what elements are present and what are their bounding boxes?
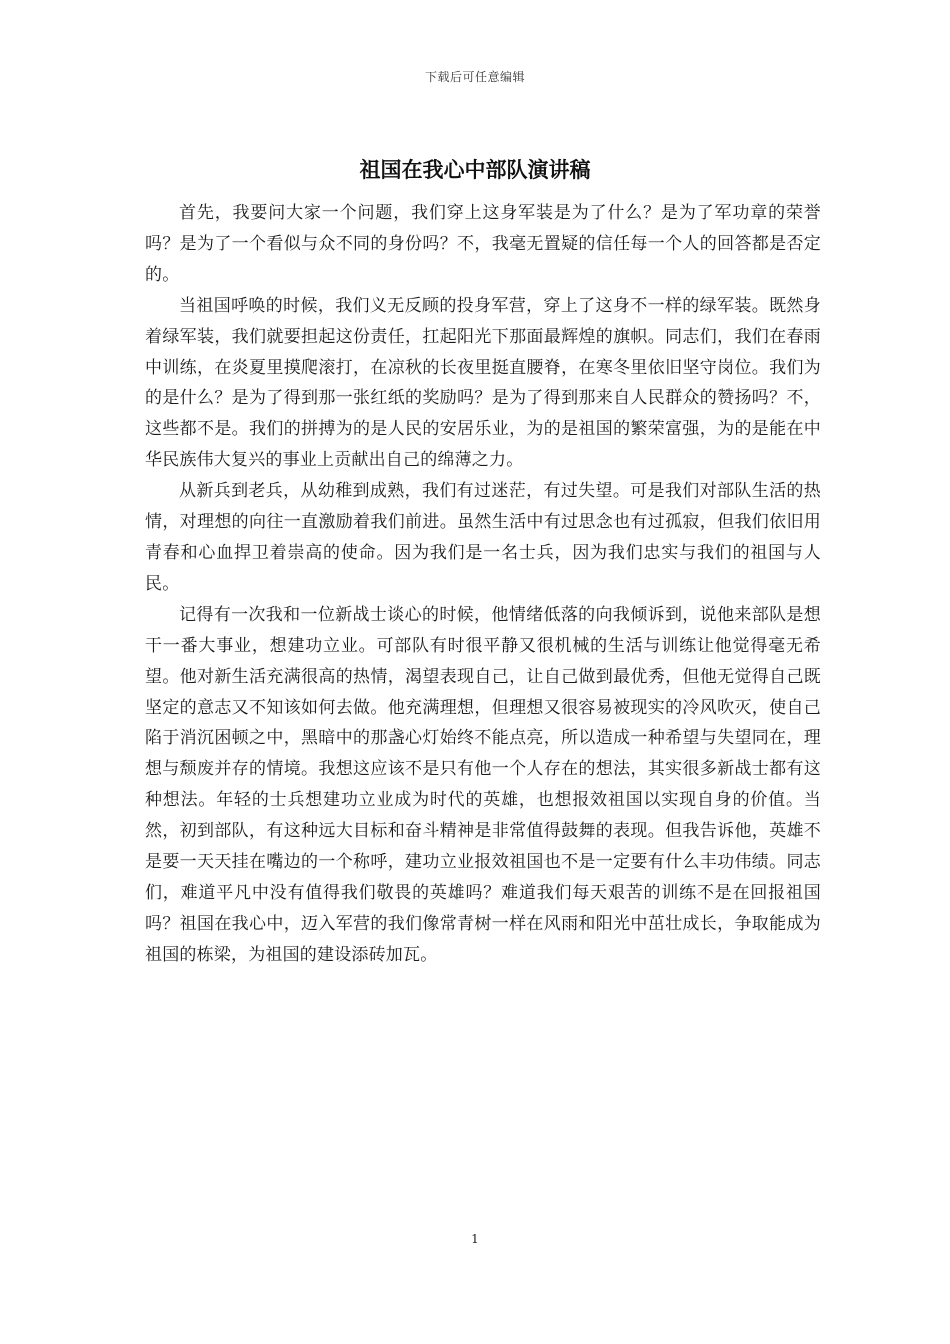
page-number: 1: [471, 1232, 479, 1246]
paragraph-4: 记得有一次我和一位新战士谈心的时候，他情绪低落的向我倾诉到，说他来部队是想干一番大事业，想建功立业。可部队有时很平静又很机械的生活与训练让他觉得毫无希望。他对新生活充满很高的热情，渴望表现自己，让自己做到最优秀，但他无觉得自己既坚定的意志又不知该如何去做。他充满理想，但理想又很容易被现实的冷风吹灭，使自己陷于消沉困顿之中，黑暗中的那盏心灯始终不能点亮，所以造成一种希望与失望同在，理想与颓废并存的情境。我想这应该不是只有他一个人存在的想法，其实很多新战士都有这种想法。年轻的士兵想建功立业成为时代的英雄，也想报效祖国以实现自身的价值。当然，初到部队，有这种远大目标和奋斗精神是非常值得鼓舞的表现。但我告诉他，英雄不是要一天天挂在嘴边的一个称呼，建功立业报效祖国也不是一定要有什么丰功伟绩。同志们，难道平凡中没有值得我们敬畏的英雄吗？难道我们每天艰苦的训练不是在回报祖国吗？祖国在我心中，迈入军营的我们像常青树一样在风雨和阳光中茁壮成长，争取能成为祖国的栋梁，为祖国的建设添砖加瓦。: [145, 604, 821, 965]
header-note: 下载后可任意编辑: [424, 70, 525, 84]
document-title: 祖国在我心中部队演讲稿: [359, 157, 591, 182]
paragraph-2: 当祖国呼唤的时候，我们义无反顾的投身军营，穿上了这身不一样的绿军装。既然身着绿军装，我们就要担起这份责任，扛起阳光下那面最辉煌的旗帜。同志们，我们在春雨中训练，在炎夏里摸爬滚打，在凉秋的长夜里挺直腰脊，在寒冬里依旧坚守岗位。我们为的是什么？是为了得到那一张红纸的奖励吗？是为了得到那来自人民群众的赞扬吗？不，这些都不是。我们的拼搏为的是人民的安居乐业，为的是祖国的繁荣富强，为的是能在中华民族伟大复兴的事业上贡献出自己的绵薄之力。: [145, 295, 821, 471]
document-body: [145, 198, 821, 971]
paragraph-1: 首先，我要问大家一个问题，我们穿上这身军装是为了什么？是为了军功章的荣誉吗？是为了一个看似与众不同的身份吗？不，我毫无置疑的信任每一个人的回答都是否定的。: [145, 203, 821, 285]
paragraph-3: 从新兵到老兵，从幼稚到成熟，我们有过迷茫，有过失望。可是我们对部队生活的热情，对理想的向往一直激励着我们前进。虽然生活中有过思念也有过孤寂，但我们依旧用青春和心血捍卫着崇高的使命。因为我们是一名士兵，因为我们忠实与我们的祖国与人民。: [145, 481, 821, 594]
